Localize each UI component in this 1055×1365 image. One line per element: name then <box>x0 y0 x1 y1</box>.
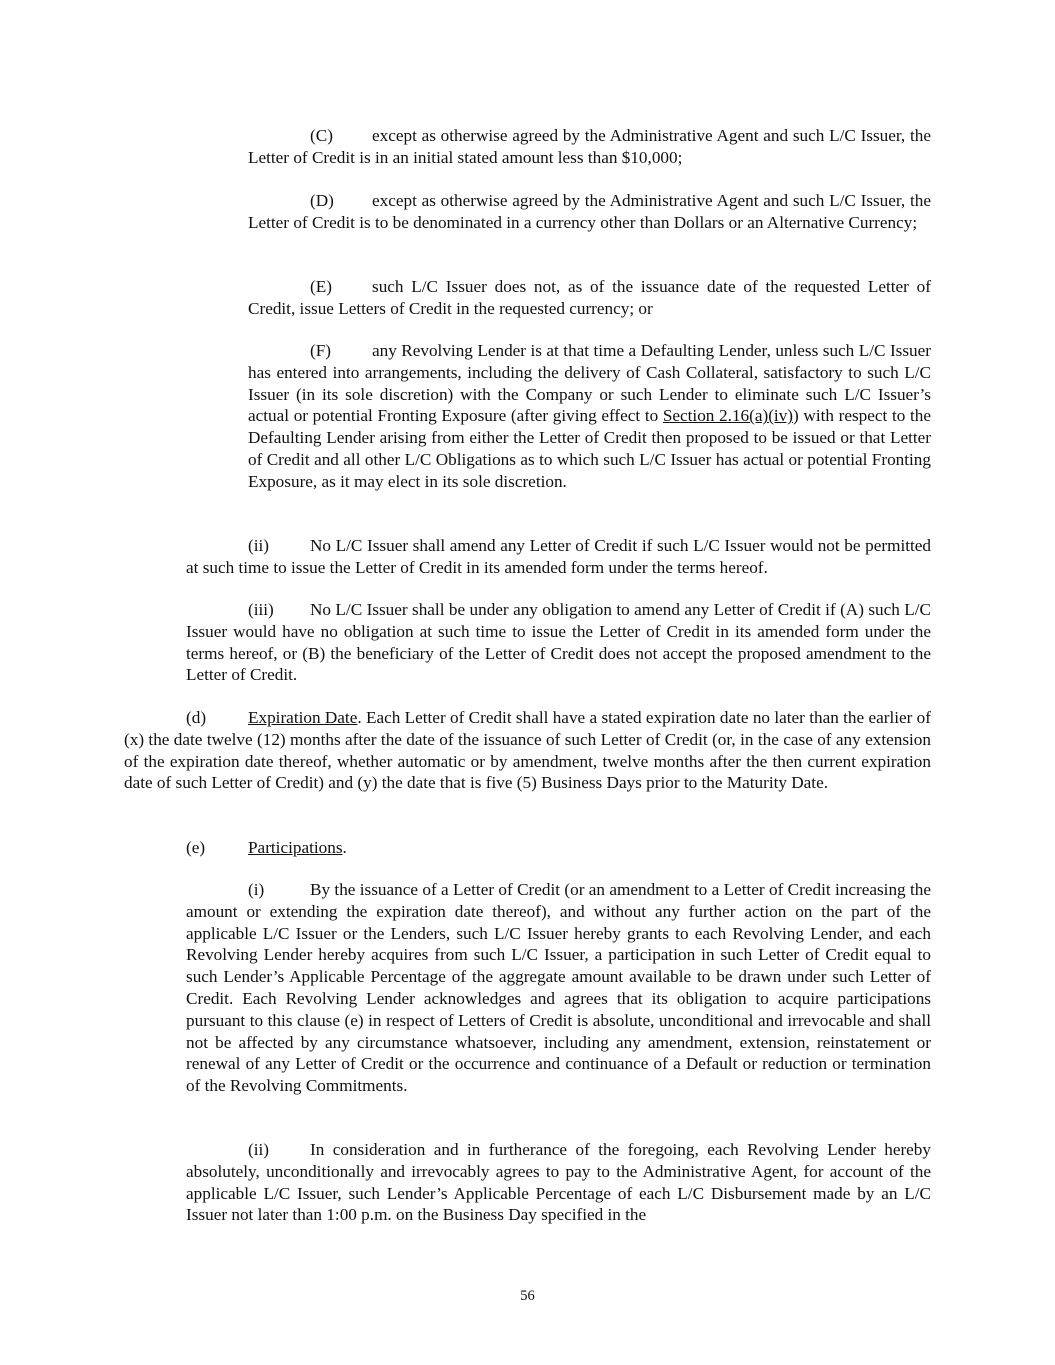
paragraph-c-iii-text: No L/C Issuer shall be under any obligation to amend any Letter of Credit if (A) such L/C Issuer would have no obligation at such time to issue the Letter of Credit in its amended form under the terms hereof, or (B) the beneficiary of the Letter of Credit does not accept the proposed amendment to the Letter of Credit. <box>186 600 931 685</box>
paragraph-e-i <box>186 879 931 1097</box>
paragraph-e-label: (e) <box>186 838 206 857</box>
paragraph-e-i-text: By the issuance of a Letter of Credit (or an amendment to a Letter of Credit increasing the amount or extending the expiration date thereof), and without any further action on the part of the applicable L/C Issuer or the Lenders, such L/C Issuer hereby grants to each Revolving Lender, and each Revolving Lender hereby acquires from such L/C Issuer, a participation in such Letter of Credit equal to such Lender’s Applicable Percentage of the aggregate amount available to be drawn under such Letter of Credit. Each Revolving Lender acknowledges and agrees that its obligation to acquire participations pursuant to this clause (e) in respect of Letters of Credit is absolute, unconditional and irrevocable and shall not be affected by any circumstance whatsoever, including any amendment, extension, reinstatement or renewal of any Letter of Credit or the occurrence and continuance of a Default or reduction or termination of the Revolving Commitments. <box>186 880 931 1096</box>
paragraph-D-label: (D) <box>310 191 334 210</box>
participations-heading: Participations <box>248 838 343 857</box>
paragraph-d-text: . Each Letter of Credit shall have a stated expiration date no later than the earlier of (x) the date twelve (12) months after the date of the issuance of such Letter of Credit (or, in the case of any extension of the expiration date thereof, whether automatic or by amendment, twelve months after the then current expiration date of such Letter of Credit) and (y) the date that is five (5) Business Days prior to the Maturity Date. <box>124 708 931 793</box>
paragraph-e-ii-text: In consideration and in furtherance of the foregoing, each Revolving Lender hereby absolutely, unconditionally and irrevocably agrees to pay to the Administrative Agent, for account of the applicable L/C Issuer, such Lender’s Applicable Percentage of each L/C Disbursement made by an L/C Issuer not later than 1:00 p.m. on the Business Day specified in the <box>186 1140 931 1225</box>
paragraph-C <box>248 125 931 169</box>
paragraph-F-label: (F) <box>310 341 332 360</box>
expiration-date-heading: Expiration Date <box>248 708 358 727</box>
paragraph-D-text: except as otherwise agreed by the Administrative Agent and such L/C Issuer, the Letter of Credit is to be denominated in a currency other than Dollars or an Alternative Currency; <box>248 191 931 232</box>
paragraph-C-label: (C) <box>310 126 333 145</box>
paragraph-c-ii-label: (ii) <box>248 536 269 555</box>
paragraph-c-iii-label: (iii) <box>248 600 274 619</box>
section-reference-link: Section 2.16(a)(iv) <box>662 406 794 426</box>
paragraph-e-ii-label: (ii) <box>248 1140 269 1159</box>
paragraph-c-ii-text: No L/C Issuer shall amend any Letter of Credit if such L/C Issuer would not be permitted at such time to issue the Letter of Credit in its amended form under the terms hereof. <box>186 536 931 577</box>
paragraph-c-ii <box>186 535 931 579</box>
page-number: 56 <box>520 1288 535 1304</box>
paragraph-c-iii <box>186 599 931 686</box>
paragraph-e-text: . <box>342 838 347 857</box>
paragraph-F <box>248 340 931 493</box>
paragraph-e-ii <box>186 1139 931 1226</box>
paragraph-e-i-label: (i) <box>248 880 265 899</box>
paragraph-E <box>248 276 931 320</box>
paragraph-F-text-after: ) with respect to the Defaulting Lender arising from either the Letter of Credit then proposed to be issued or that Letter of Credit and all other L/C Obligations as to which such L/C Issuer has actual or potential Fronting Exposure, as it may elect in its sole discretion. <box>248 406 931 491</box>
paragraph-F-text-before: any Revolving Lender is at that time a Defaulting Lender, unless such L/C Issuer has entered into arrangements, including the delivery of Cash Collateral, satisfactory to such L/C Issuer (in its sole discretion) with the Company or such Lender to eliminate such L/C Issuer’s actual or potential Fronting Exposure (after giving effect to <box>248 341 931 426</box>
paragraph-E-label: (E) <box>310 277 332 296</box>
paragraph-C-text: except as otherwise agreed by the Administrative Agent and such L/C Issuer, the Letter of Credit is in an initial stated amount less than $10,000; <box>248 126 931 167</box>
paragraph-D <box>248 190 931 234</box>
paragraph-d-label: (d) <box>186 708 207 727</box>
paragraph-E-text: such L/C Issuer does not, as of the issuance date of the requested Letter of Credit, issue Letters of Credit in the requested currency; or <box>248 277 931 318</box>
paragraph-e <box>186 837 931 859</box>
paragraph-d <box>124 707 931 794</box>
